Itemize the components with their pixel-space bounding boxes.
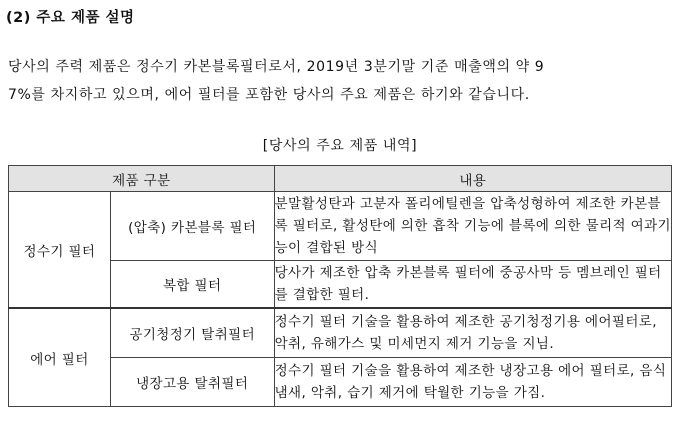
product-cell: 냉장고용 탈취필터 (110, 358, 274, 407)
table-row (9, 308, 672, 358)
section-title: (2) 주요 제품 설명 (6, 10, 135, 26)
intro-paragraph-line-2: 7%를 차지하고 있으며, 에어 필터를 포함한 당사의 주요 제품은 하기와 같습니다. (8, 87, 530, 103)
table-row (9, 192, 672, 261)
category-cell-water-filter: 정수기 필터 (9, 192, 111, 309)
table-caption: [당사의 주요 제품 내역] (262, 138, 418, 154)
product-cell: 공기청정기 탈취필터 (110, 308, 274, 358)
description-cell: 당사가 제조한 압축 카본블록 필터에 중공사막 등 멤브레인 필터를 결합한 필터. (274, 261, 671, 309)
description-cell: 분말활성탄과 고분자 폴리에틸렌을 압축성형하여 제조한 카본블록 필터로, 활성탄에 의한 흡착 기능에 블록에 의한 물리적 여과기능이 결합된 방식 (274, 192, 671, 261)
category-cell-air-filter: 에어 필터 (9, 308, 111, 407)
table-header-row (9, 166, 672, 192)
header-content: 내용 (274, 166, 671, 192)
product-cell: 복합 필터 (110, 261, 274, 309)
product-cell: (압축) 카본블록 필터 (110, 192, 274, 261)
description-cell: 정수기 필터 기술을 활용하여 제조한 냉장고용 에어 필터로, 음식 냄새, 악취, 습기 제거에 탁월한 기능을 가짐. (274, 358, 671, 407)
header-category: 제품 구분 (9, 166, 275, 192)
intro-paragraph-line-1: 당사의 주력 제품은 정수기 카본블록필터로서, 2019년 3분기말 기준 매출액의 약 9 (8, 59, 545, 75)
description-cell: 정수기 필터 기술을 활용하여 제조한 공기청정기용 에어필터로, 악취, 유해가스 및 미세먼지 제거 기능을 지님. (274, 308, 671, 358)
product-table (8, 165, 672, 407)
